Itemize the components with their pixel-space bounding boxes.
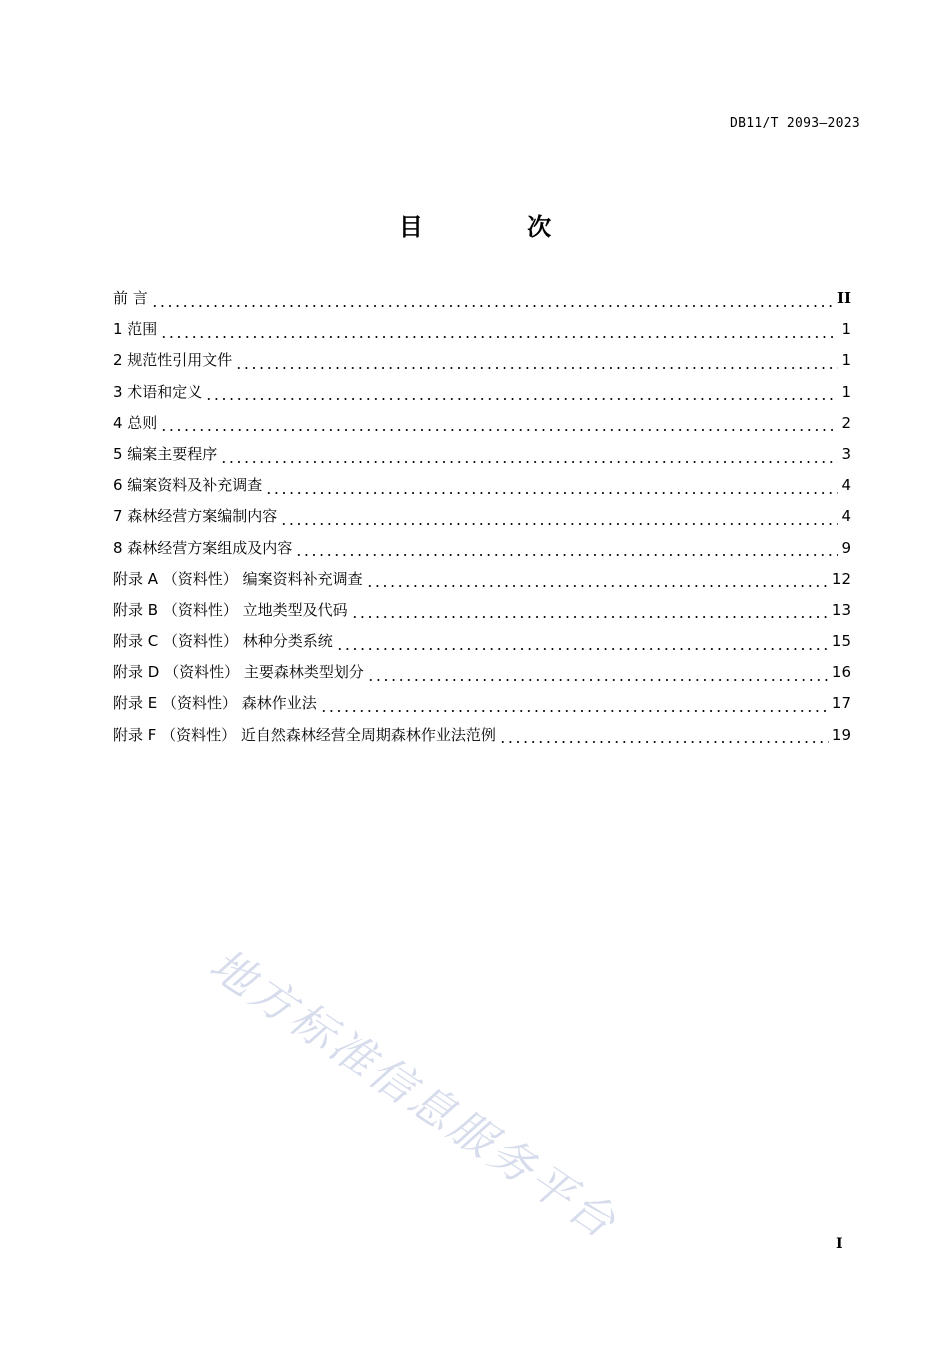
toc-leader-dots	[151, 305, 834, 307]
toc-entry-appendix-b[interactable]	[113, 598, 851, 629]
toc-entry-page: 13	[831, 600, 851, 619]
toc-entry-label: 附录 A （资料性） 编案资料补充调查	[113, 569, 363, 588]
toc-entry-7[interactable]	[113, 504, 851, 535]
toc-entry-label: 1 范围	[113, 320, 158, 339]
toc-entry-appendix-c[interactable]	[113, 629, 851, 660]
toc-entry-page: 16	[831, 663, 851, 682]
toc-entry-label: 6 编案资料及补充调查	[113, 476, 263, 495]
toc-entry-page: 19	[831, 725, 851, 744]
toc-leader-dots	[160, 336, 838, 338]
toc-leader-dots	[280, 523, 838, 525]
toc-entry-page: 1	[841, 382, 851, 401]
toc-entry-5[interactable]	[113, 442, 851, 473]
toc-leader-dots	[499, 741, 829, 743]
toc-entry-label: 前 言	[113, 289, 148, 307]
toc-entry-label: 8 森林经营方案组成及内容	[113, 538, 293, 557]
toc-leader-dots	[205, 398, 838, 400]
toc-entry-page: 4	[841, 476, 851, 495]
toc-entry-page: II	[836, 289, 851, 307]
toc-entry-page: 4	[841, 507, 851, 526]
toc-entry-label: 2 规范性引用文件	[113, 351, 233, 370]
toc-entry-label: 附录 F （资料性） 近自然森林经营全周期森林作业法范例	[113, 725, 496, 744]
toc-leader-dots	[295, 554, 838, 556]
toc-entry-label: 3 术语和定义	[113, 382, 203, 401]
toc-entry-page: 2	[841, 413, 851, 432]
toc-entry-page: 3	[841, 444, 851, 463]
toc-entry-label: 附录 D （资料性） 主要森林类型划分	[113, 663, 364, 682]
toc-entry-foreword[interactable]	[113, 286, 851, 317]
toc-entry-appendix-f[interactable]	[113, 723, 851, 754]
watermark: 地方标准信息服务平台	[200, 939, 627, 1250]
toc-entry-label: 附录 E （资料性） 森林作业法	[113, 694, 317, 713]
toc-entry-page: 1	[841, 320, 851, 339]
toc-leader-dots	[367, 679, 829, 681]
toc-entry-page: 12	[831, 569, 851, 588]
toc-entry-label: 4 总则	[113, 413, 158, 432]
toc-leader-dots	[220, 461, 838, 463]
toc-entry-appendix-d[interactable]	[113, 660, 851, 691]
toc-entry-3[interactable]	[113, 380, 851, 411]
toc-entry-4[interactable]	[113, 411, 851, 442]
toc-leader-dots	[351, 616, 829, 618]
toc-entry-2[interactable]	[113, 348, 851, 379]
toc-entry-page: 1	[841, 351, 851, 370]
toc-entry-appendix-a[interactable]	[113, 567, 851, 598]
toc-title: 目 次	[398, 213, 600, 241]
toc-entry-6[interactable]	[113, 473, 851, 504]
toc-entry-page: 9	[841, 538, 851, 557]
toc-leader-dots	[320, 710, 829, 712]
toc-leader-dots	[235, 367, 838, 369]
toc-leader-dots	[336, 648, 829, 650]
toc-entry-appendix-e[interactable]	[113, 691, 851, 722]
toc-leader-dots	[265, 492, 838, 494]
toc-entry-1[interactable]	[113, 317, 851, 348]
toc-entry-page: 15	[831, 632, 851, 651]
page-number: I	[836, 1236, 843, 1252]
toc-leader-dots	[160, 429, 838, 431]
toc-leader-dots	[366, 585, 829, 587]
toc-entry-label: 7 森林经营方案编制内容	[113, 507, 278, 526]
document-code: DB11/T 2093—2023	[729, 116, 860, 131]
table-of-contents	[113, 286, 851, 754]
toc-entry-page: 17	[831, 694, 851, 713]
toc-entry-label: 附录 B （资料性） 立地类型及代码	[113, 600, 348, 619]
toc-entry-label: 5 编案主要程序	[113, 444, 218, 463]
toc-entry-8[interactable]	[113, 536, 851, 567]
toc-entry-label: 附录 C （资料性） 林种分类系统	[113, 632, 333, 651]
